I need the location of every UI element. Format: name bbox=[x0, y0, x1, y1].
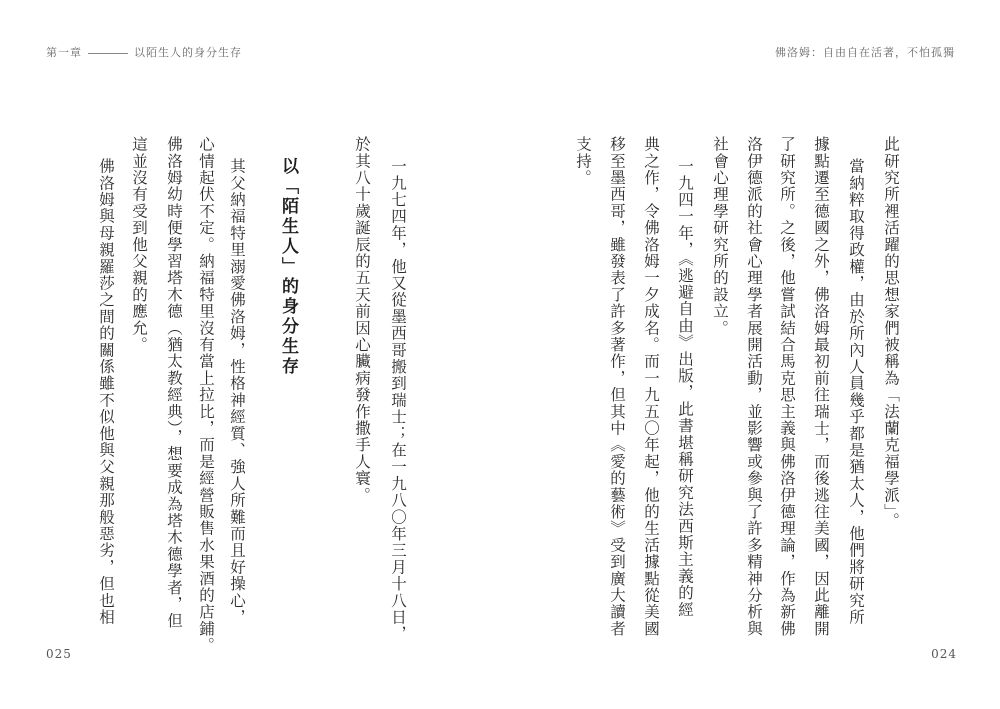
text-line: 洛伊德派的社會心理學者展開活動，並影響或參與了許多精神分析與 bbox=[745, 136, 763, 637]
text-line: 這並沒有受到他父親的應允。 bbox=[130, 136, 148, 354]
text-line: 佛洛姆幼時便學習塔木德（猶太教經典），想要成為塔木德學者，但 bbox=[165, 136, 183, 630]
text-line: 移至墨西哥，雖發表了許多著作，但其中《愛的藝術》受到廣大讀者 bbox=[608, 136, 626, 637]
text-line: 典之作，令佛洛姆一夕成名。而一九五〇年起，他的生活據點從美國 bbox=[642, 136, 660, 637]
text-line: 支持。 bbox=[574, 136, 592, 187]
text-line: 一九四一年，《逃避自由》出版，此書堪稱研究法西斯主義的經 bbox=[676, 158, 694, 618]
page-number-right: 024 bbox=[931, 647, 957, 661]
text-line: 社會心理學研究所的設立。 bbox=[711, 136, 729, 337]
text-line: 一九七四年，他又從墨西哥搬到瑞士；在一九八〇年三月十八日， bbox=[389, 158, 407, 643]
page-number-left: 025 bbox=[46, 647, 72, 661]
right-page bbox=[500, 0, 1000, 709]
section-heading: 以「陌生人」的身分生存 bbox=[278, 157, 298, 377]
separator-dash bbox=[88, 53, 128, 54]
text-line: 心情起伏不定。納福特里沒有當上拉比，而是經營販售水果酒的店鋪。 bbox=[197, 136, 215, 654]
running-head-left bbox=[46, 44, 242, 60]
text-line: 據點遷至德國之外，佛洛姆最初前往瑞士，而後逃往美國，因此離開 bbox=[812, 136, 830, 637]
chapter-label: 第一章 bbox=[46, 46, 82, 59]
text-line: 其父納福特里溺愛佛洛姆，性格神經質、強人所難而且好操心， bbox=[228, 158, 246, 626]
running-head-right: 佛洛姆：自由自在活著，不怕孤獨 bbox=[775, 46, 955, 59]
text-line: 了研究所。之後，他嘗試結合馬克思主義與佛洛伊德理論，作為新佛 bbox=[778, 136, 796, 637]
text-line: 佛洛姆與母親羅莎之間的關係雖不似他與父親那般惡劣，但也相 bbox=[97, 158, 115, 626]
text-line: 於其八十歲誕辰的五天前因心臟病發作撒手人寰。 bbox=[353, 136, 371, 504]
chapter-title: 以陌生人的身分生存 bbox=[134, 46, 242, 59]
text-line: 當納粹取得政權，由於所內人員幾乎都是猶太人，他們將研究所 bbox=[847, 158, 865, 626]
text-line: 此研究所裡活躍的思想家們被稱為「法蘭克福學派」。 bbox=[882, 136, 900, 530]
